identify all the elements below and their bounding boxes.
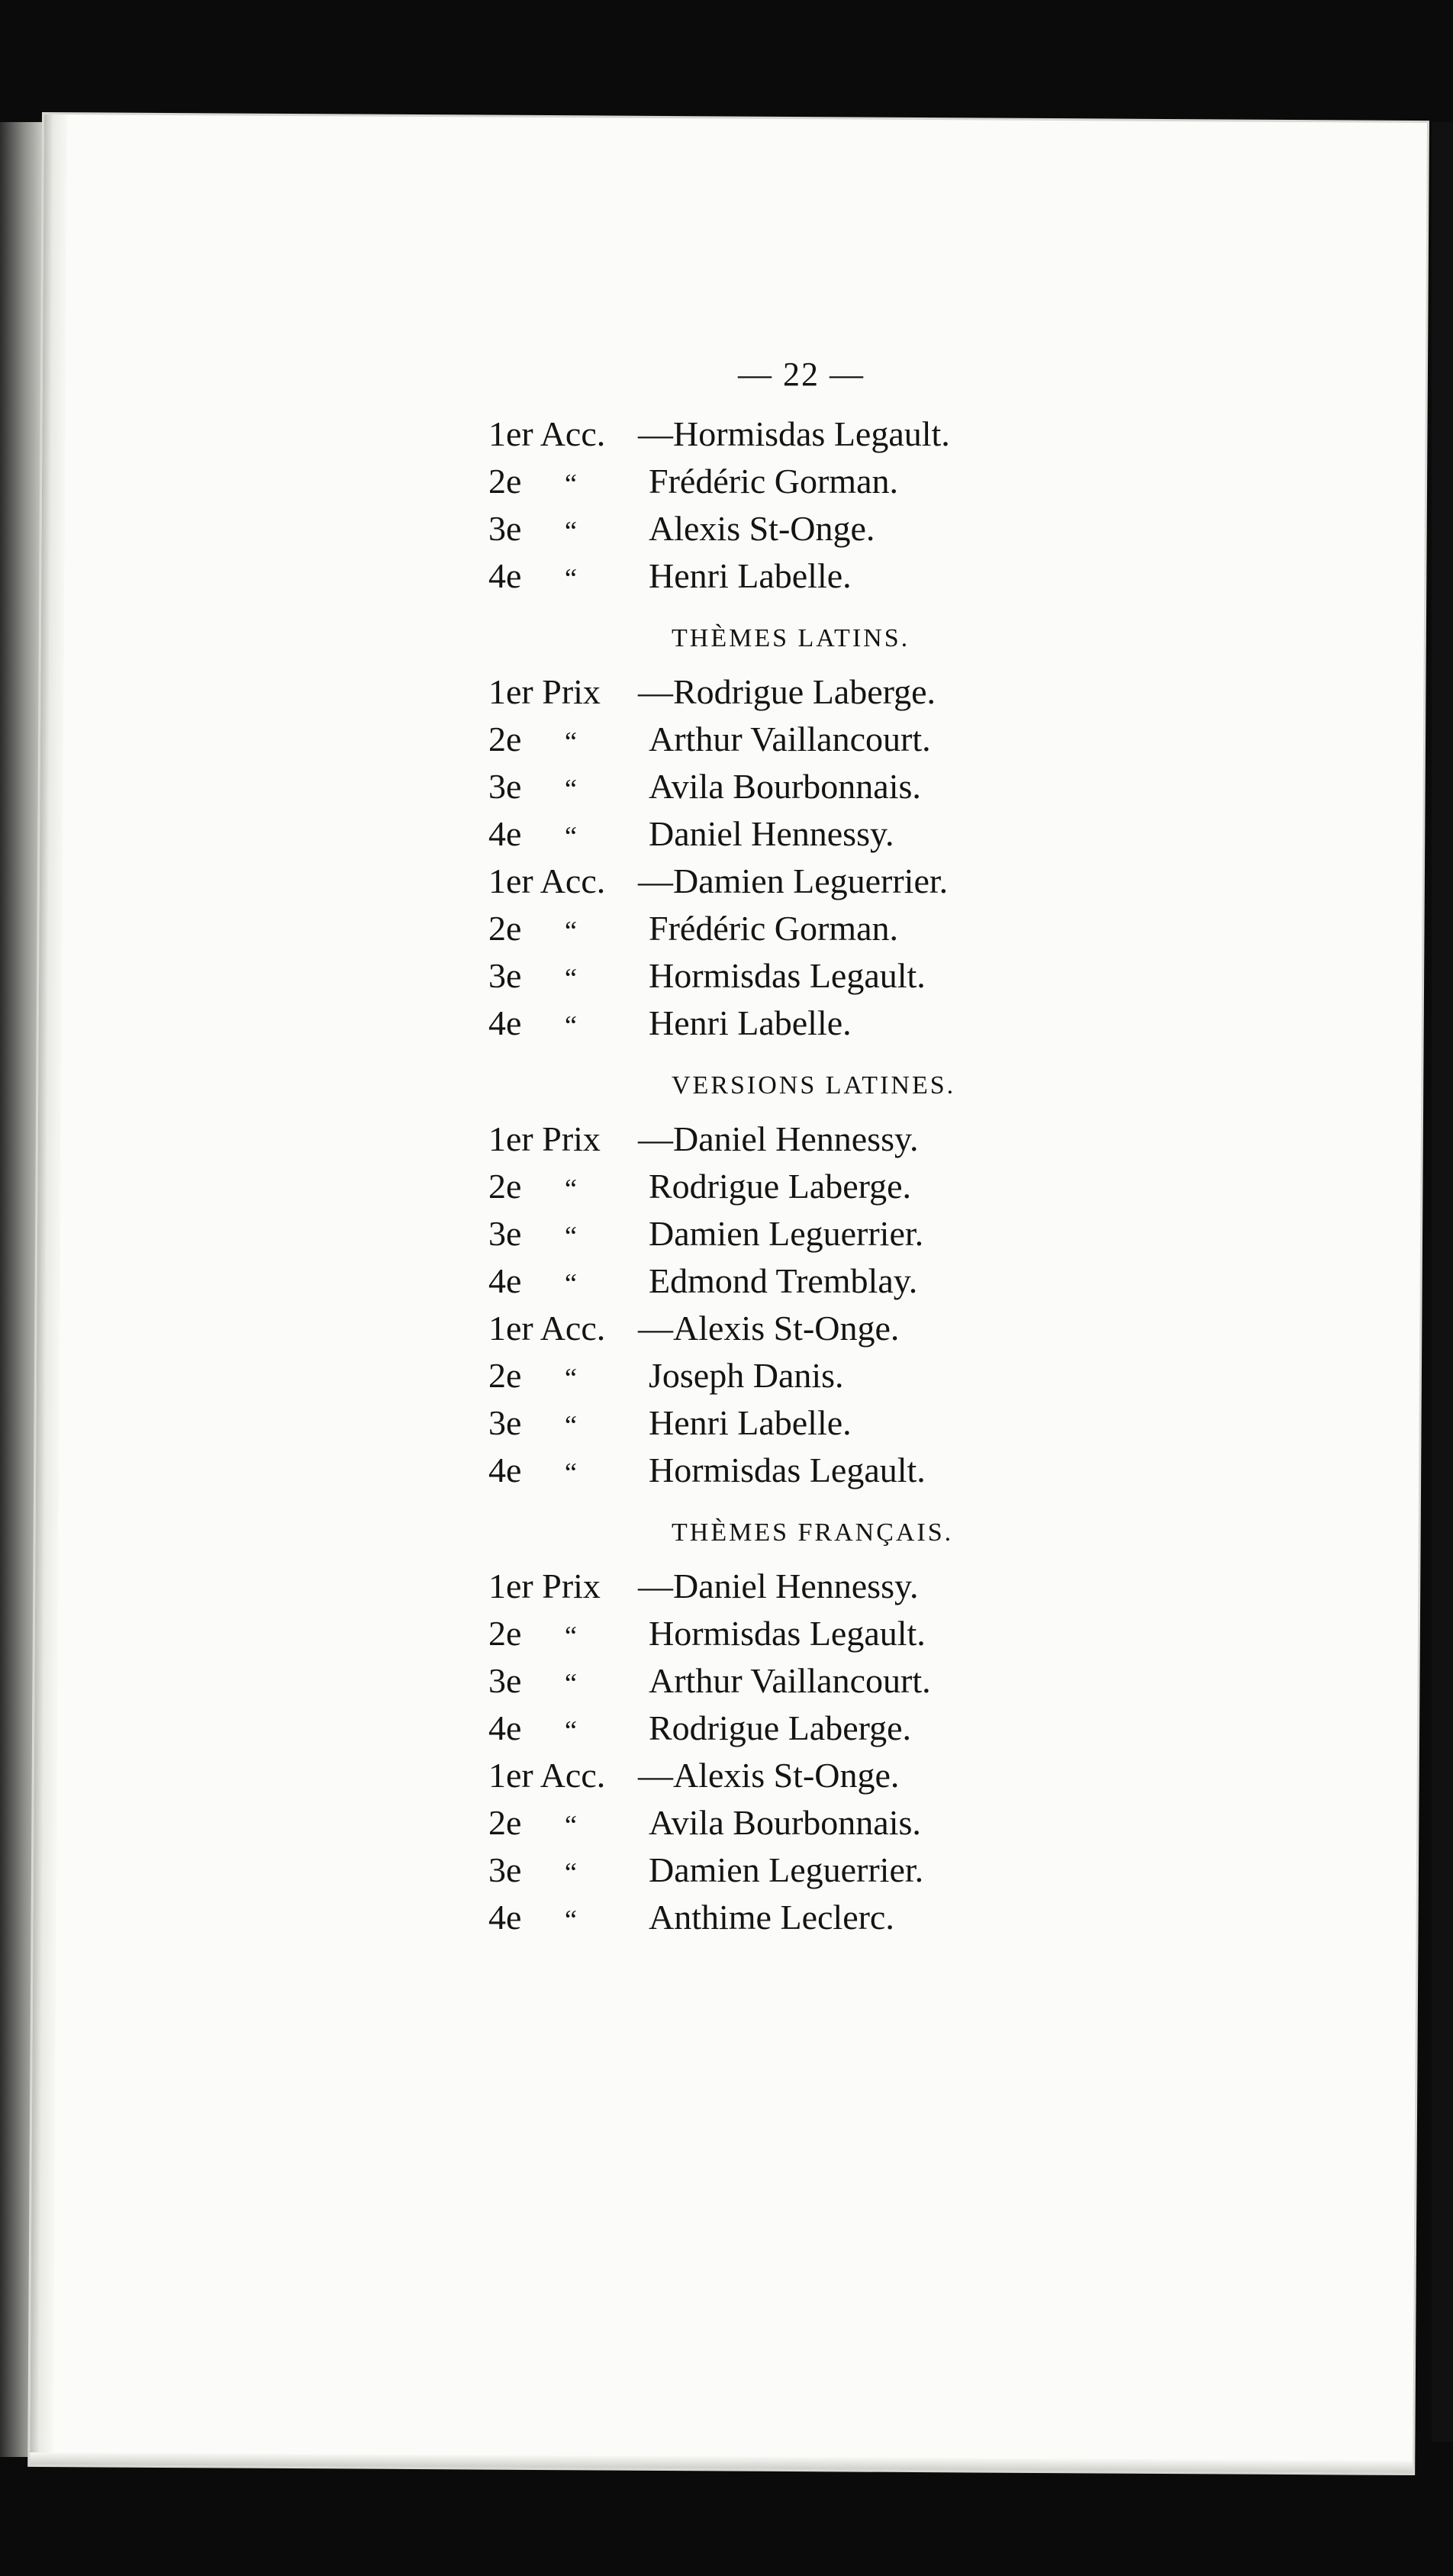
award-name: Alexis St-Onge. (673, 1309, 900, 1348)
rank-label: 1er Prix (488, 672, 601, 711)
award-name: Daniel Hennessy. (649, 814, 894, 853)
section-heading: THÈMES FRANÇAIS. (672, 1518, 954, 1547)
award-name: Frédéric Gorman. (649, 909, 898, 948)
ditto-mark: “ (565, 1621, 577, 1651)
dash-separator: — (638, 1309, 673, 1348)
award-name: Anthime Leclerc. (649, 1898, 894, 1937)
rank-label: 4e (488, 1898, 522, 1937)
list-item (488, 1705, 1099, 1752)
award-name: Avila Bourbonnais. (649, 767, 921, 806)
ditto-mark: “ (565, 1174, 577, 1204)
list-item (488, 1657, 1099, 1705)
section-themes-latins (488, 624, 1099, 1047)
ditto-mark: “ (565, 1010, 577, 1041)
dash-separator: — (638, 1756, 673, 1795)
list-item (488, 1000, 1099, 1047)
list-item (488, 1799, 1099, 1847)
list-item (488, 905, 1099, 952)
rank-label: 2e (488, 1167, 522, 1206)
award-name: Alexis St-Onge. (649, 509, 875, 548)
rank-label: 1er Acc. (488, 1756, 606, 1795)
rank-label: 2e (488, 720, 522, 758)
rank-label: 2e (488, 462, 522, 501)
award-name: Arthur Vaillancourt. (649, 720, 931, 758)
award-name: Damien Leguerrier. (649, 1850, 924, 1889)
list-item (488, 668, 1099, 716)
rank-label: 2e (488, 1614, 522, 1653)
section-themes-francais (488, 1518, 1099, 1941)
ditto-mark: “ (565, 1857, 577, 1888)
rank-label: 2e (488, 909, 522, 948)
ditto-mark: “ (565, 1668, 577, 1699)
ditto-mark: “ (565, 1410, 577, 1441)
award-name: Damien Leguerrier. (673, 861, 949, 900)
rank-label: 3e (488, 1850, 522, 1889)
dash-separator: — (638, 414, 673, 453)
rank-label: 3e (488, 956, 522, 995)
page-text (488, 355, 1099, 1941)
dash-separator: — (638, 1567, 673, 1605)
award-name: Alexis St-Onge. (673, 1756, 900, 1795)
list-item (488, 505, 1099, 552)
ditto-mark: “ (565, 1363, 577, 1393)
rank-label: 4e (488, 556, 522, 595)
scan-border (1432, 122, 1453, 2442)
section-heading: THÈMES LATINS. (672, 624, 910, 652)
award-name: Henri Labelle. (649, 1003, 852, 1042)
award-name: Edmond Tremblay. (649, 1261, 918, 1300)
rank-label: 4e (488, 1708, 522, 1747)
rank-label: 3e (488, 767, 522, 806)
rank-label: 2e (488, 1803, 522, 1842)
ditto-mark: “ (565, 469, 577, 499)
award-name: Henri Labelle. (649, 1403, 852, 1442)
award-name: Rodrigue Laberge. (649, 1708, 912, 1747)
list-item (488, 1163, 1099, 1210)
rank-label: 1er Prix (488, 1567, 601, 1605)
rank-label: 1er Acc. (488, 861, 606, 900)
award-name: Daniel Hennessy. (673, 1567, 919, 1605)
list-item (488, 1116, 1099, 1163)
list-item (488, 1847, 1099, 1894)
list-item (488, 1257, 1099, 1305)
list-item (488, 1399, 1099, 1447)
ditto-mark: “ (565, 516, 577, 546)
list-item (488, 716, 1099, 763)
first-list (488, 411, 1099, 600)
award-name: Hormisdas Legault. (649, 1614, 926, 1653)
ditto-mark: “ (565, 774, 577, 804)
ditto-mark: “ (565, 726, 577, 757)
list-item (488, 1210, 1099, 1257)
ditto-mark: “ (565, 1905, 577, 1935)
list-item (488, 458, 1099, 505)
rank-label: 1er Acc. (488, 414, 606, 453)
page-number: — 22 — (738, 356, 865, 393)
rank-label: 4e (488, 814, 522, 853)
ditto-mark: “ (565, 1457, 577, 1488)
section-heading: VERSIONS LATINES. (672, 1071, 956, 1100)
list-item (488, 1352, 1099, 1399)
dash-separator: — (638, 1119, 673, 1158)
list-item (488, 1752, 1099, 1799)
award-name: Hormisdas Legault. (649, 1451, 926, 1489)
ditto-mark: “ (565, 1715, 577, 1746)
list-item (488, 1894, 1099, 1941)
rank-label: 4e (488, 1451, 522, 1489)
dash-separator: — (638, 672, 673, 711)
rank-label: 3e (488, 1214, 522, 1253)
dash-separator: — (638, 861, 673, 900)
ditto-mark: “ (565, 821, 577, 852)
ditto-mark: “ (565, 563, 577, 594)
page-edge-bottom (30, 2452, 1413, 2473)
list-item (488, 858, 1099, 905)
award-name: Damien Leguerrier. (649, 1214, 924, 1253)
list-item (488, 1610, 1099, 1657)
rank-label: 2e (488, 1356, 522, 1395)
rank-label: 1er Acc. (488, 1309, 606, 1348)
list-item (488, 810, 1099, 858)
rank-label: 4e (488, 1003, 522, 1042)
list-item (488, 952, 1099, 1000)
list-item (488, 763, 1099, 810)
award-name: Frédéric Gorman. (649, 462, 898, 501)
list-item (488, 411, 1099, 458)
award-name: Rodrigue Laberge. (649, 1167, 912, 1206)
ditto-mark: “ (565, 1268, 577, 1299)
award-name: Daniel Hennessy. (673, 1119, 919, 1158)
ditto-mark: “ (565, 1810, 577, 1840)
list-item (488, 1305, 1099, 1352)
award-name: Joseph Danis. (649, 1356, 844, 1395)
award-name: Avila Bourbonnais. (649, 1803, 921, 1842)
award-name: Hormisdas Legault. (649, 956, 926, 995)
section-versions-latines (488, 1071, 1099, 1494)
list-item (488, 552, 1099, 600)
rank-label: 3e (488, 1661, 522, 1700)
award-name: Henri Labelle. (649, 556, 852, 595)
rank-label: 1er Prix (488, 1119, 601, 1158)
rank-label: 3e (488, 509, 522, 548)
award-name: Rodrigue Laberge. (673, 672, 936, 711)
list-item (488, 1447, 1099, 1494)
rank-label: 4e (488, 1261, 522, 1300)
award-name: Hormisdas Legault. (673, 414, 950, 453)
ditto-mark: “ (565, 1221, 577, 1251)
ditto-mark: “ (565, 916, 577, 946)
award-name: Arthur Vaillancourt. (649, 1661, 931, 1700)
rank-label: 3e (488, 1403, 522, 1442)
list-item (488, 1563, 1099, 1610)
ditto-mark: “ (565, 963, 577, 993)
